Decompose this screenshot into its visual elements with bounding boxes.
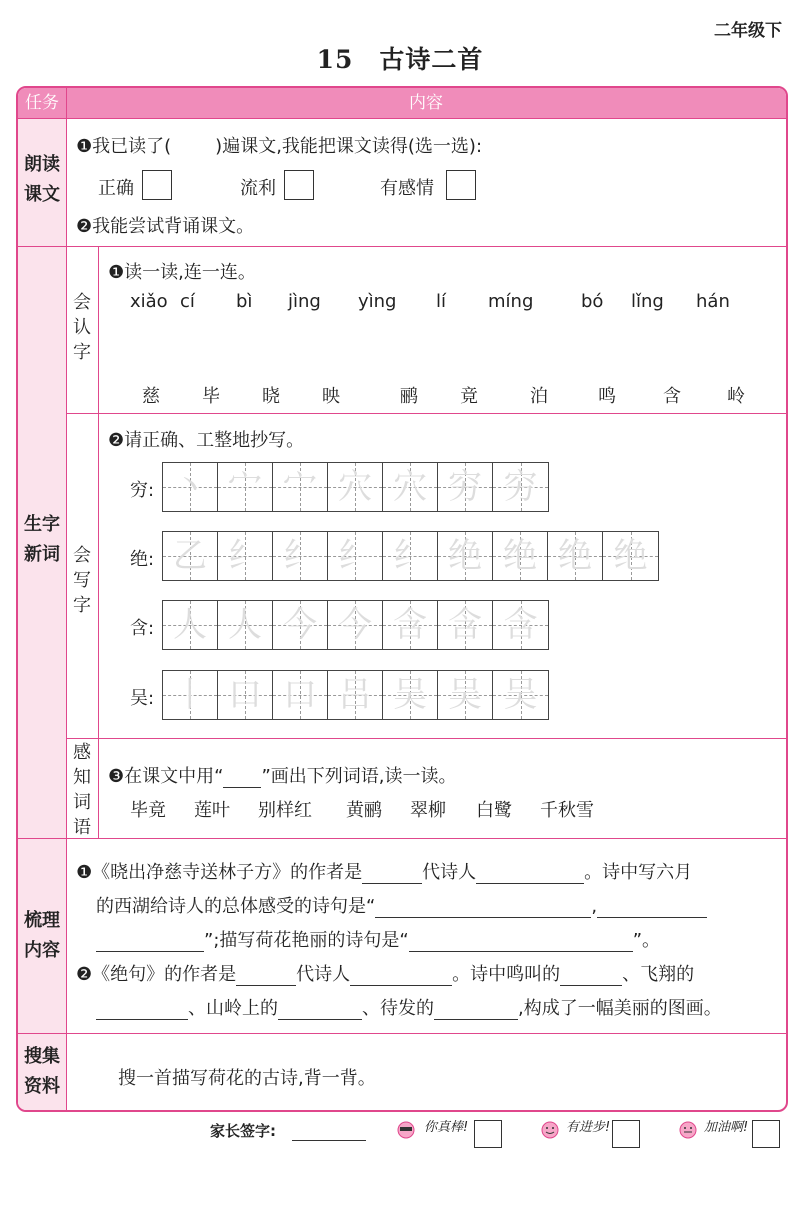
signature-field[interactable] [292,1140,366,1141]
underline-sample [223,769,261,788]
blank-mountain[interactable] [278,1001,362,1020]
word-item[interactable]: 白鹭 [476,800,512,821]
pinyin-item[interactable]: lǐng [631,291,664,312]
divider [18,1033,786,1034]
grid-cell[interactable] [438,601,493,649]
reading-q1: ❶我已读了( )遍课文,我能把课文读得(选一选): [76,136,483,157]
trace-character: 绝 [503,536,537,576]
grid-cell[interactable] [273,671,328,719]
trace-character: 吴 [393,675,427,715]
divider [18,246,786,247]
divider [18,118,786,119]
checkbox-fluent[interactable] [284,170,314,200]
writing-grid[interactable] [162,462,549,512]
trace-character: 乙 [173,536,207,576]
header-task: 任务 [25,93,59,113]
pinyin-item[interactable]: xiǎo [130,291,168,312]
trace-character: 今 [283,605,317,645]
grid-cell[interactable] [163,601,218,649]
summary-line-2: 的西湖给诗人的总体感受的诗句是“ , [96,892,707,918]
character-item[interactable]: 鹂 [400,386,418,407]
badge-cheer-box[interactable] [752,1120,780,1148]
divider [98,246,99,838]
blank-dynasty-2[interactable] [236,967,296,986]
blank-poet-1[interactable] [476,865,584,884]
blank-flying[interactable] [96,1001,188,1020]
grid-cell[interactable] [493,671,548,719]
blank-singing[interactable] [560,967,622,986]
trace-character: 含 [448,605,482,645]
trace-character: 穴 [393,467,427,507]
grid-cell[interactable] [438,532,493,580]
divider [66,738,786,739]
character-item[interactable]: 岭 [727,386,745,407]
writing-grid[interactable] [162,531,659,581]
grid-cell[interactable] [328,671,383,719]
grid-cell[interactable] [273,532,328,580]
lesson-number: 15 [316,45,354,74]
option-emotion: 有感情 [380,178,434,199]
trace-character: 宀 [283,467,317,507]
grade-label: 二年级下 [714,21,782,41]
character-item[interactable]: 映 [322,386,340,407]
signature-label: 家长签字: [210,1122,276,1140]
grid-cell[interactable] [163,671,218,719]
divider [66,88,67,1110]
label-perceive: 感 知 词 语 [73,742,91,838]
section-label-reading: 朗读 课文 [24,154,60,205]
sun-smile-icon [536,1116,564,1144]
summary-line-1: ❶《晓出净慈寺送林子方》的作者是 代诗人 。诗中写六月 [76,862,693,883]
character-item[interactable]: 慈 [142,386,160,407]
grid-cell[interactable] [493,463,548,511]
character-item[interactable]: 竟 [460,386,478,407]
grid-cell[interactable] [383,671,438,719]
blank-verse-2a[interactable] [597,899,707,918]
word-item[interactable]: 毕竟 [130,800,166,821]
grid-cell[interactable] [438,671,493,719]
grid-cell[interactable] [273,463,328,511]
pinyin-item[interactable]: cí [180,291,195,312]
grid-cell[interactable] [163,532,218,580]
copy-char-label: 穷: [130,480,155,501]
blank-poet-2[interactable] [350,967,452,986]
reading-q2: ❷我能尝试背诵课文。 [76,216,255,237]
trace-character: 含 [503,605,538,645]
grid-cell[interactable] [438,463,493,511]
character-item[interactable]: 泊 [530,386,548,407]
character-item[interactable]: 含 [663,386,681,407]
writing-grid[interactable] [162,670,549,720]
grid-cell[interactable] [603,532,658,580]
blank-verse-1[interactable] [375,899,591,918]
grid-cell[interactable] [493,601,548,649]
blank-boat[interactable] [434,1001,518,1020]
perceive-q3: ❸在课文中用“ ”画出下列词语,读一读。 [108,766,457,787]
trace-character: 穷 [448,467,482,507]
sun-cheer-icon [674,1116,702,1144]
summary-line-3: ”;描写荷花艳丽的诗句是“ ”。 [96,926,660,952]
trace-character: 人 [228,605,262,645]
grid-cell[interactable] [163,463,218,511]
character-item[interactable]: 晓 [262,386,280,407]
word-item[interactable]: 别样红 [258,800,312,821]
trace-character: 绝 [558,536,592,576]
trace-character: 绝 [448,536,482,576]
badge-cheer: 加油啊! [704,1120,749,1135]
grid-cell[interactable] [218,463,273,511]
pinyin-item[interactable]: yìng [358,291,397,312]
copy-char-label: 绝: [130,549,155,570]
collect-text: 搜一首描写荷花的古诗,背一背。 [118,1068,376,1089]
trace-character: 含 [393,605,427,645]
pinyin-item[interactable]: jìng [288,291,321,312]
character-item[interactable]: 毕 [202,386,220,407]
word-item[interactable]: 莲叶 [194,800,230,821]
label-recognize: 会 认 字 [73,292,91,363]
section-label-collect: 搜集 资料 [24,1046,60,1097]
page-title [0,40,800,76]
blank-verse-3[interactable] [409,933,633,952]
trace-character: 丶 [173,467,207,507]
grid-cell[interactable] [383,601,438,649]
badge-great: 你真棒! [424,1120,469,1135]
word-item[interactable]: 黄鹂 [346,800,382,821]
pinyin-item[interactable]: bó [581,291,604,312]
grid-cell[interactable] [218,671,273,719]
label-write: 会 写 字 [73,545,91,616]
summary-line-4: ❷《绝句》的作者是 代诗人 。诗中鸣叫的 、飞翔的 [76,964,695,985]
trace-character: 纟 [338,536,372,576]
trace-character: 口 [283,675,317,715]
worksheet-table [16,86,788,1112]
badge-great-box[interactable] [474,1120,502,1148]
trace-character: 吕 [338,675,372,715]
trace-character: 丨 [173,675,207,715]
grid-cell[interactable] [328,532,383,580]
copy-char-label: 含: [130,618,155,639]
trace-character: 穷 [503,467,538,507]
grid-cell[interactable] [383,532,438,580]
word-item[interactable]: 千秋雪 [540,800,594,821]
blank-dynasty-1[interactable] [362,865,422,884]
trace-character: 穴 [338,467,372,507]
option-fluent: 流利 [240,178,276,199]
trace-character: 吴 [448,675,482,715]
summary-line-5: 、山岭上的 、待发的 ,构成了一幅美丽的图画。 [96,994,722,1020]
header-content: 内容 [409,93,443,113]
trace-character: 宀 [228,467,262,507]
grid-cell[interactable] [218,601,273,649]
blank-verse-2b[interactable] [96,933,204,952]
sun-cool-icon [392,1116,420,1144]
pinyin-item[interactable]: hán [696,291,730,312]
grid-cell[interactable] [328,463,383,511]
divider [66,413,786,414]
checkbox-correct[interactable] [142,170,172,200]
trace-character: 纟 [283,536,317,576]
trace-character: 人 [173,605,207,645]
grid-cell[interactable] [493,532,548,580]
badge-progress: 有进步! [566,1120,611,1135]
divider [18,838,786,839]
grid-cell[interactable] [273,601,328,649]
grid-cell[interactable] [218,532,273,580]
word-item[interactable]: 翠柳 [410,800,446,821]
pinyin-item[interactable]: lí [436,291,447,312]
table-header [18,88,786,118]
lesson-title: 古诗二首 [379,45,484,74]
character-item[interactable]: 鸣 [598,386,616,407]
grid-cell[interactable] [383,463,438,511]
write-q2: ❷请正确、工整地抄写。 [108,430,305,451]
trace-character: 绝 [613,536,648,576]
trace-character: 纟 [393,536,427,576]
copy-char-label: 吴: [130,688,155,709]
writing-grid[interactable] [162,600,549,650]
grid-cell[interactable] [548,532,603,580]
recognize-q1: ❶读一读,连一连。 [108,262,256,283]
pinyin-item[interactable]: míng [488,291,534,312]
section-label-new-words: 生字 新词 [24,514,60,565]
badge-progress-box[interactable] [612,1120,640,1148]
grid-cell[interactable] [328,601,383,649]
checkbox-emotion[interactable] [446,170,476,200]
trace-character: 今 [338,605,372,645]
section-label-summary: 梳理 内容 [24,910,60,961]
pinyin-item[interactable]: bì [236,291,253,312]
trace-character: 纟 [228,536,262,576]
trace-character: 口 [228,675,262,715]
trace-character: 吴 [503,675,538,715]
option-correct: 正确 [98,178,134,199]
